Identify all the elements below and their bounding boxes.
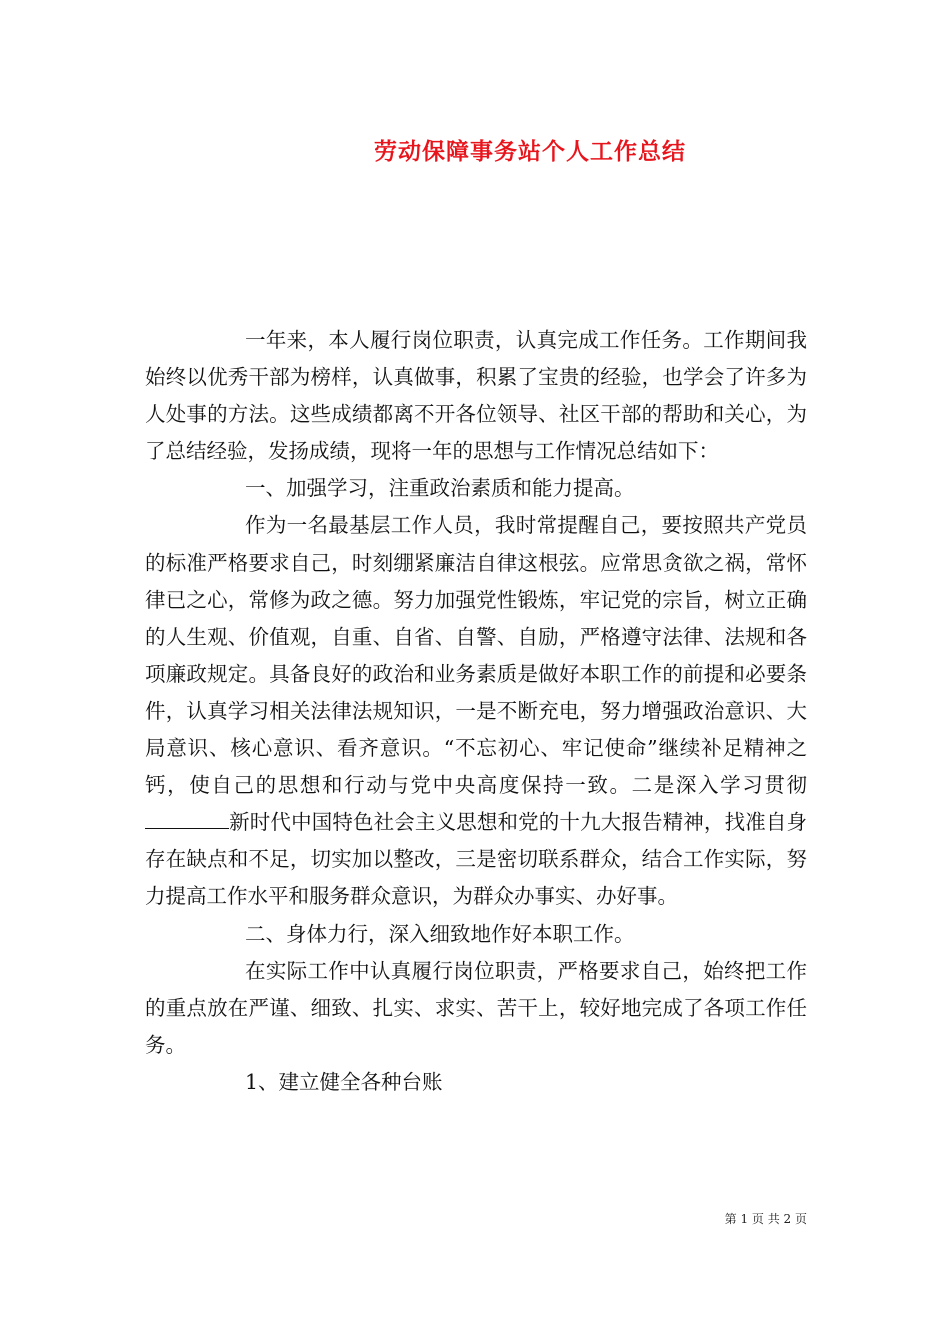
page-number-footer: 第 1 页 共 2 页 [724,1212,807,1226]
section-1-text-part2: 新时代中国特色社会主义思想和党的十九大报告精神，找准自身存在缺点和不足，切实加以整改，三是密切联系群众，结合工作实际，努力提高工作水平和服务群众意识，为群众办事实、办好事。 [145,810,807,909]
document-body [145,322,807,1101]
section-1-heading: 一、加强学习，注重政治素质和能力提高。 [245,476,635,501]
section-1-paragraph [145,507,807,915]
fill-in-blank [145,808,229,830]
page-title: 劳动保障事务站个人工作总结 [374,138,686,165]
item-1-heading: 1、建立健全各种台账 [245,1069,443,1094]
intro-paragraph: 一年来，本人履行岗位职责，认真完成工作任务。工作期间我始终以优秀干部为榜样，认真做事，积累了宝贵的经验，也学会了许多为人处事的方法。这些成绩都离不开各位领导、社区干部的帮助和关心，为了总结经验，发扬成绩，现将一年的思想与工作情况总结如下： [145,328,807,464]
section-2-heading: 二、身体力行，深入细致地作好本职工作。 [245,921,635,946]
section-2-paragraph: 在实际工作中认真履行岗位职责，严格要求自己，始终把工作的重点放在严谨、细致、扎实、求实、苦干上，较好地完成了各项工作任务。 [145,958,807,1057]
section-1-text-part1: 作为一名最基层工作人员，我时常提醒自己，要按照共产党员的标准严格要求自己，时刻绷紧廉洁自律这根弦。应常思贪欲之祸，常怀律已之心，常修为政之德。努力加强党性锻炼，牢记党的宗旨，树立正确的人生观、价值观，自重、自省、自警、自励，严格遵守法律、法规和各项廉政规定。具备良好的政治和业务素质是做好本职工作的前提和必要条件，认真学习相关法律法规知识，一是不断充电，努力增强政治意识、大局意识、核心意识、看齐意识。“不忘初心、牢记使命”继续补足精神之钙，使自己的思想和行动与党中央高度保持一致。二是深入学习贯彻 [145,513,807,798]
